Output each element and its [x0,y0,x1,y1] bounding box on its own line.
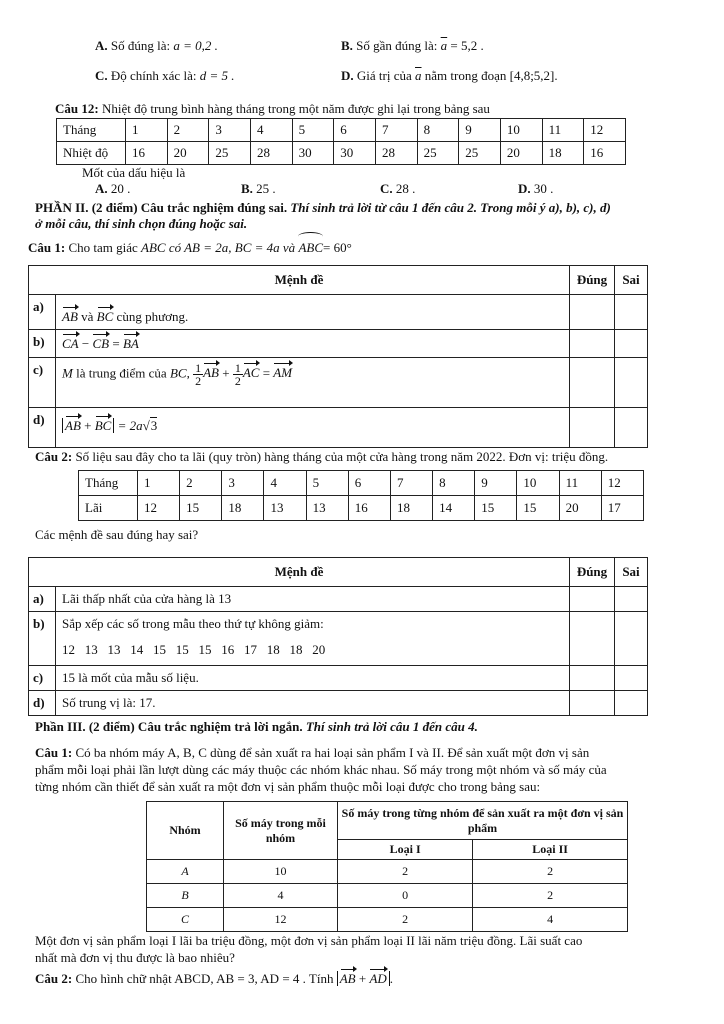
table-cell: 12 [138,496,180,521]
table-cell: 30 [292,142,334,165]
table-cell: 15 [475,496,517,521]
table-cell: 14 [433,496,475,521]
table-row [29,612,648,666]
header-machine-count: Số máy trong mỗi nhóm [224,802,338,860]
item-statement: 15 là mốt của mẫu số liệu. [56,666,570,691]
table-cell: 6 [334,119,376,142]
table-cell: 18 [542,142,584,165]
table-row [147,908,628,932]
p2q2-table [78,470,644,521]
answer-true-cell[interactable] [570,408,615,448]
table-cell: 7 [375,119,417,142]
item-label: b) [29,330,56,358]
part2-instruction: ở mỗi câu, thí sinh chọn đúng hoặc sai. [35,216,248,231]
fraction-half: $\frac{1}{2}$ [234,361,241,388]
answer-false-cell[interactable] [615,587,648,612]
header-type-2: Loại II [473,840,628,860]
table-cell: 20 [500,142,542,165]
table-row [29,691,648,716]
q11-option-d: D. Giá trị của $\overline{a}$ nằm trong đoạn [4,8;5,2]. [341,68,558,83]
answer-false-cell[interactable] [615,330,648,358]
q12-option-d: D. 30 . [518,181,554,196]
p2q2-table-statements [28,557,648,716]
item-text: Sắp xếp các số trong mẫu theo thứ tự không giảm: [62,616,324,631]
p2q2-prompt: Các mệnh đề sau đúng hay sai? [35,527,199,542]
table-row [57,142,626,165]
table-row [29,358,648,408]
table-row [29,587,648,612]
item-label: c) [29,358,56,408]
table-cell: 1 [138,471,180,496]
table-cell: 6 [348,471,390,496]
table-cell: 5 [306,471,348,496]
answer-true-cell[interactable] [570,295,615,330]
table-header-cell: Lãi [79,496,138,521]
table-row [29,408,648,448]
answer-false-cell[interactable] [615,691,648,716]
q11-option-b: B. Số gần đúng là: $\overline{a} = 5,2$ . [341,38,484,53]
answer-true-cell[interactable] [570,666,615,691]
table-cell: 11 [559,471,601,496]
answer-false-cell[interactable] [615,358,648,408]
table-header-row [29,266,648,295]
table-cell: 7 [390,471,432,496]
table-cell: 4 [224,884,338,908]
item-label: a) [29,587,56,612]
table-header-row [147,802,628,840]
table-cell: 13 [264,496,306,521]
p3q1-line3: từng nhóm cần thiết để sản xuất ra một đơn vị sản phẩm thuộc mỗi loại được cho trong bảng sau: [35,779,541,794]
table-cell: 20 [167,142,209,165]
table-cell: 4 [473,908,628,932]
p3q1-table [146,801,628,932]
q12-table [56,118,626,165]
p3q1-line1: Câu 1: Có ba nhóm máy A, B, C dùng để sản xuất ra hai loại sản phẩm I và II. Để sản xuất một đơn vị sản [35,745,590,760]
table-cell: 4 [250,119,292,142]
table-header-cell: Tháng [79,471,138,496]
answer-true-cell[interactable] [570,691,615,716]
part2-heading: PHẦN II. (2 điểm) Câu trắc nghiệm đúng sai. Thí sinh trả lời từ câu 1 đến câu 2. Trong mỗi ý a), b), c), d) [35,200,611,215]
p2q1-table [28,265,648,448]
table-cell: 18 [222,496,264,521]
table-cell: 17 [601,496,643,521]
table-cell: 10 [517,471,559,496]
item-statement: Lãi thấp nhất của cửa hàng là 13 [56,587,570,612]
table-cell: 2 [338,860,473,884]
table-cell: 5 [292,119,334,142]
table-row [29,330,648,358]
part3-heading: Phần III. (2 điểm) Câu trắc nghiệm trả lời ngắn. Thí sinh trả lời câu 1 đến câu 4. [35,719,478,734]
table-header-cell: Tháng [57,119,126,142]
answer-true-cell[interactable] [570,612,615,666]
answer-false-cell[interactable] [615,408,648,448]
table-cell: 9 [459,119,501,142]
table-cell: 2 [167,119,209,142]
table-cell: 16 [126,142,168,165]
header-machines-needed: Số máy trong từng nhóm để sản xuất ra một đơn vị sản phẩm [338,802,628,840]
item-statement [56,612,570,666]
p3q1-after2: nhất mà đơn vị thu được là bao nhiêu? [35,950,235,965]
table-cell: 25 [209,142,251,165]
fraction-half: $\frac{1}{2}$ [195,361,202,388]
table-cell: 2 [180,471,222,496]
table-row [147,860,628,884]
table-cell: 8 [433,471,475,496]
table-header-row [29,558,648,587]
answer-false-cell[interactable] [615,612,648,666]
table-cell: B [181,888,189,902]
table-header-cell: Nhiệt độ [57,142,126,165]
p3q2-stem: Câu 2: Cho hình chữ nhật ABCD, AB = 3, AD = 4 . Tính AB + AD . [35,971,394,986]
q11-option-a: A. Số đúng là: a = 0,2 . [95,38,218,53]
table-cell: 9 [475,471,517,496]
answer-true-cell[interactable] [570,587,615,612]
table-cell: 15 [180,496,222,521]
table-cell: 4 [264,471,306,496]
q11-option-c: C. Độ chính xác là: d = 5 . [95,68,235,83]
table-cell: 13 [306,496,348,521]
header-false: Sai [615,558,648,587]
header-statement: Mệnh đề [29,266,570,295]
item-label: a) [29,295,56,330]
table-cell: 2 [473,860,628,884]
q12-option-a: A. 20 . [95,181,131,196]
table-cell: 12 [584,119,626,142]
table-row [57,119,626,142]
table-cell: 3 [209,119,251,142]
table-cell: 28 [375,142,417,165]
header-true: Đúng [570,558,615,587]
q12-prompt: Mốt của dấu hiệu là [82,165,186,180]
table-cell: C [180,912,189,926]
table-cell: 20 [559,496,601,521]
table-row [29,295,648,330]
item-statement: AB và BC cùng phương. [56,295,570,330]
table-cell: 16 [584,142,626,165]
item-statement: M là trung điểm của BC, $\frac{1}{2}$ AB + $\frac{1}{2}$ AC = AM [56,358,570,408]
table-cell: 1 [126,119,168,142]
header-group: Nhóm [147,802,224,860]
table-cell: 12 [224,908,338,932]
table-cell: 8 [417,119,459,142]
table-cell: 25 [459,142,501,165]
table-row [29,666,648,691]
table-cell: 3 [222,471,264,496]
table-cell: 12 [601,471,643,496]
table-cell: 15 [517,496,559,521]
table-row [79,496,644,521]
header-type-1: Loại I [338,840,473,860]
header-false: Sai [615,266,648,295]
q12-option-b: B. 25 . [241,181,276,196]
p2q1-stem: Câu 1: Cho tam giác ABC có AB = 2a, BC = 4a và ABC= 60° [28,240,352,255]
answer-false-cell[interactable] [615,666,648,691]
p3q1-after1: Một đơn vị sản phẩm loại I lãi ba triệu đồng, một đơn vị sản phẩm loại II lãi năm triệu đồng. Lãi suất cao [35,933,583,948]
table-cell: 0 [338,884,473,908]
q12-option-c: C. 28 . [380,181,416,196]
item-statement: AB + BC = 2a√3 [56,408,570,448]
table-cell: 2 [473,884,628,908]
header-statement: Mệnh đề [29,558,570,587]
table-cell: 11 [542,119,584,142]
table-cell: 30 [334,142,376,165]
table-cell: 18 [390,496,432,521]
item-statement: CA − CB = BA [56,330,570,358]
table-cell: A [181,864,189,878]
item-label: d) [29,691,56,716]
answer-true-cell[interactable] [570,358,615,408]
item-label: c) [29,666,56,691]
item-statement: Số trung vị là: 17. [56,691,570,716]
p3q1-line2: phẩm mỗi loại phải lần lượt dùng các máy thuộc các nhóm khác nhau. Số máy trong một nhóm và số máy của [35,762,607,777]
header-true: Đúng [570,266,615,295]
item-sequence: 12 13 13 14 15 15 15 16 17 18 18 20 [62,642,326,657]
q12-stem: Câu 12: Nhiệt độ trung bình hàng tháng trong một năm được ghi lại trong bảng sau [55,101,490,116]
table-row [147,884,628,908]
answer-false-cell[interactable] [615,295,648,330]
table-cell: 2 [338,908,473,932]
p2q2-stem: Câu 2: Số liệu sau đây cho ta lãi (quy tròn) hàng tháng của một cửa hàng trong năm 2022. Đơn vị: triệu đồng. [35,449,609,464]
item-label: b) [29,612,56,666]
table-cell: 28 [250,142,292,165]
table-row [79,471,644,496]
table-cell: 10 [224,860,338,884]
item-label: d) [29,408,56,448]
table-cell: 10 [500,119,542,142]
table-cell: 25 [417,142,459,165]
table-cell: 16 [348,496,390,521]
answer-true-cell[interactable] [570,330,615,358]
